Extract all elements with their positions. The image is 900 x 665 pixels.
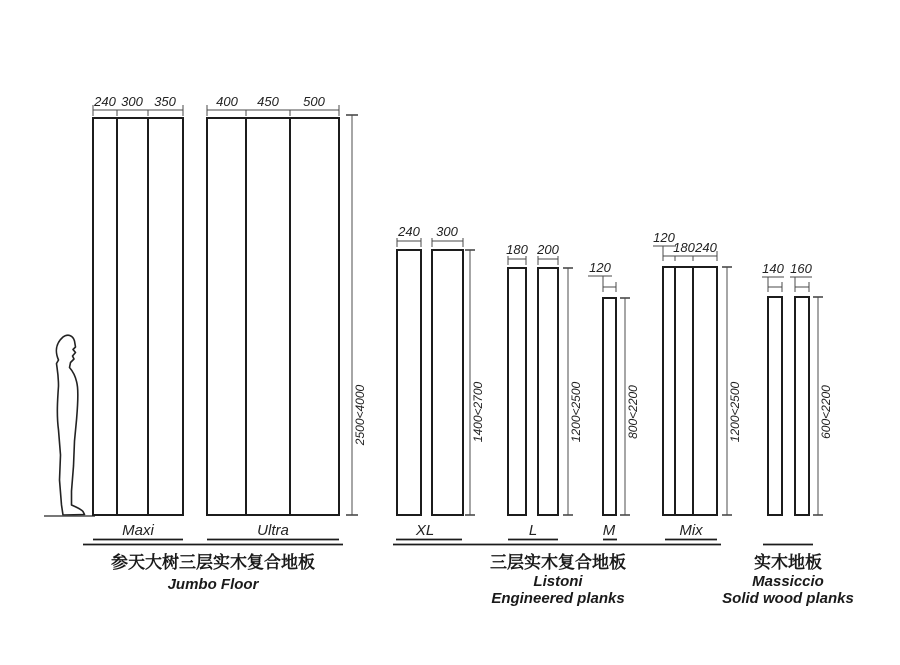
family-caption-en2: Engineered planks: [491, 590, 625, 607]
width-value: 300: [436, 224, 458, 239]
group-label-maxi: Maxi: [122, 522, 154, 539]
group-label-m: M: [602, 522, 616, 539]
width-value: 500: [303, 94, 325, 109]
length-range-value: 1400<2700: [471, 381, 485, 443]
family-caption-en1: Massiccio: [752, 573, 824, 590]
length-dim-m: [620, 298, 640, 515]
family-listoni: [393, 224, 742, 607]
length-range-value: 1200<2500: [569, 381, 583, 443]
length-range-value: 2500<4000: [353, 384, 367, 446]
plank-xl-300: [432, 250, 463, 515]
group-label-xl: XL: [415, 522, 435, 539]
length-range-value: 600<2200: [819, 385, 833, 439]
width-value: 180: [673, 240, 695, 255]
length-range-value: 1200<2500: [728, 381, 742, 443]
family-caption-zh: 三层实木复合地板: [490, 553, 626, 572]
width-value: 120: [589, 260, 611, 275]
family-caption-zh: 实木地板: [754, 553, 822, 572]
width-value: 160: [790, 261, 812, 276]
width-value: 120: [653, 230, 675, 245]
length-dim-xl: [465, 250, 485, 515]
family-caption-en1: Listoni: [533, 573, 583, 590]
length-dim-jumbo: [346, 115, 367, 515]
family-caption-en2: Solid wood planks: [722, 590, 854, 607]
width-value: 350: [154, 94, 176, 109]
width-value: 240: [695, 240, 717, 255]
plank-xl-240: [397, 250, 421, 515]
group-label-l: L: [528, 522, 538, 539]
plank-m-120: [603, 298, 616, 515]
width-value: 180: [506, 242, 528, 257]
width-value: 400: [216, 94, 238, 109]
length-dim-l: [563, 268, 583, 515]
length-range-value: 800<2200: [626, 385, 640, 439]
width-value: 240: [398, 224, 420, 239]
group-label-ultra: Ultra: [257, 522, 289, 539]
width-value: 300: [121, 94, 143, 109]
human-silhouette: [44, 335, 95, 516]
width-value: 240: [94, 94, 116, 109]
plank-l-200: [538, 268, 558, 515]
length-dim-massiccio: [813, 297, 833, 515]
width-value: 200: [537, 242, 559, 257]
plank-massiccio-160: [795, 297, 809, 515]
plank-massiccio-140: [768, 297, 782, 515]
family-caption-en: Jumbo Floor: [167, 576, 259, 593]
family-jumbo-floor: [83, 94, 367, 593]
plank-group-ultra: [207, 118, 339, 515]
plank-l-180: [508, 268, 526, 515]
width-value: 450: [257, 94, 279, 109]
family-caption-zh: 参天大树三层实木复合地板: [111, 553, 315, 572]
group-label-mix: Mix: [679, 522, 703, 539]
plank-group-mix: [663, 267, 717, 515]
plank-group-maxi: [93, 118, 183, 515]
width-value: 140: [762, 261, 784, 276]
length-dim-mix: [722, 267, 742, 515]
